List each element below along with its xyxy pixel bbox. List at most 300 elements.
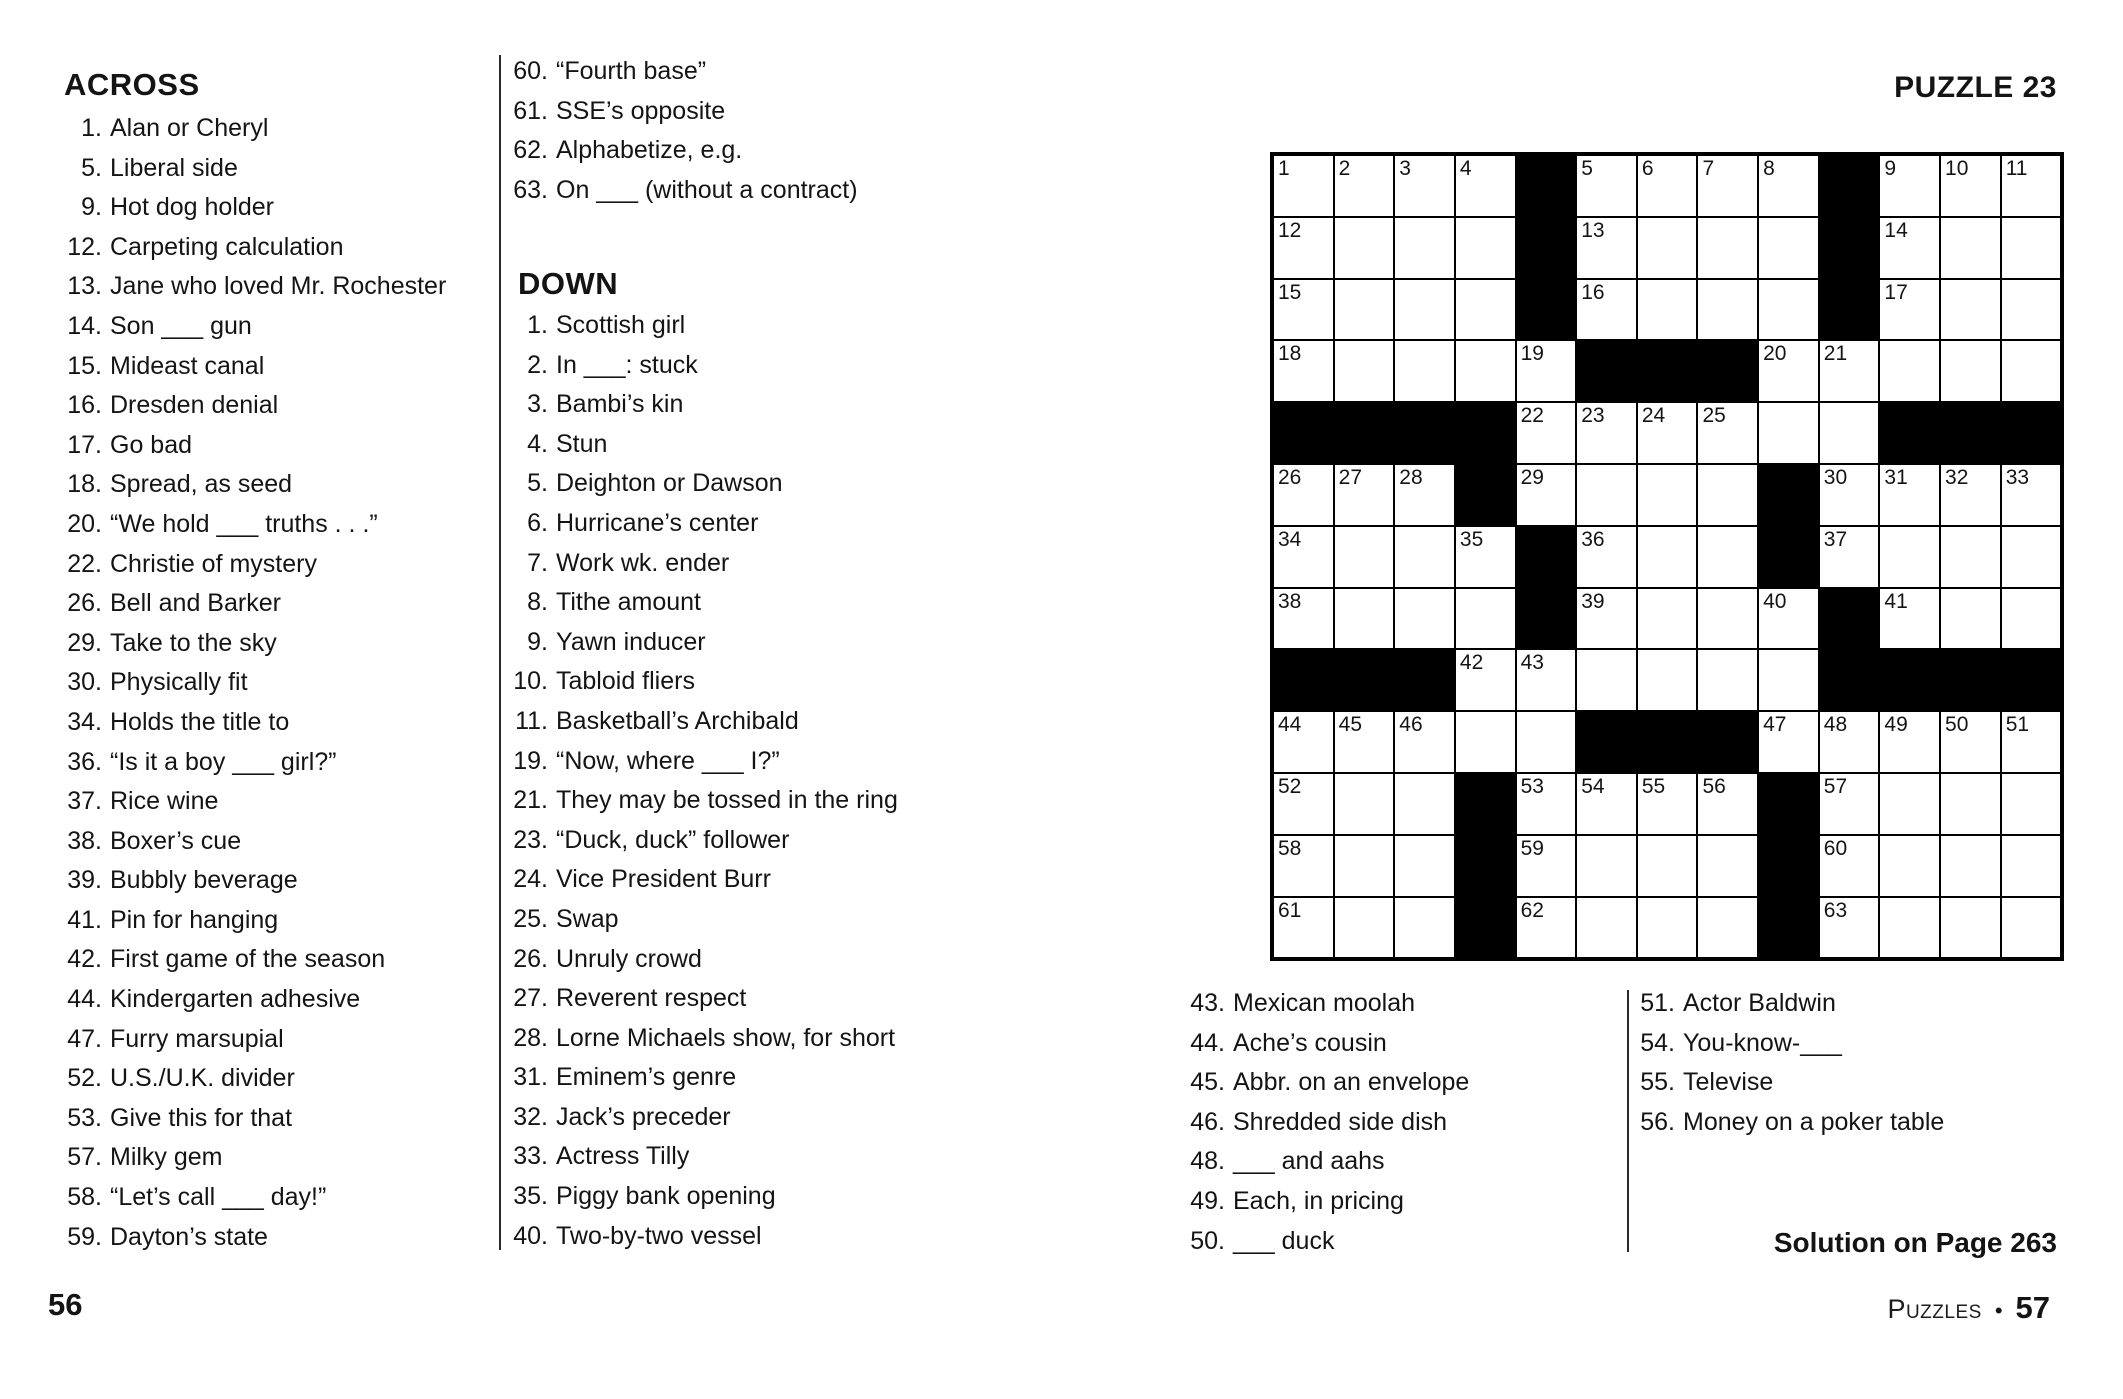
grid-cell-black (1879, 649, 1940, 711)
clue (494, 781, 934, 821)
grid-cell-black (1516, 526, 1577, 588)
grid-cell[interactable] (1819, 402, 1880, 464)
grid-cell[interactable] (1697, 588, 1758, 650)
clue (494, 1217, 934, 1257)
clue-text: Bambi’s kin (556, 390, 684, 419)
grid-cell[interactable] (1394, 773, 1455, 835)
grid-cell[interactable] (1697, 835, 1758, 897)
clue-text: Christie of mystery (110, 549, 317, 578)
clue-number: 47. (67, 1024, 102, 1053)
grid-cell[interactable] (1697, 526, 1758, 588)
cell-number: 12 (1278, 218, 1302, 242)
grid-cell[interactable] (1273, 588, 1334, 650)
clue-number: 16. (67, 391, 102, 420)
cell-number: 19 (1520, 342, 1544, 366)
clue-number: 37. (67, 787, 102, 816)
grid-cell[interactable] (1516, 649, 1577, 711)
grid-cell[interactable] (1697, 464, 1758, 526)
grid-cell[interactable] (1334, 217, 1395, 279)
clue (494, 900, 934, 940)
clue-number: 48. (1190, 1147, 1225, 1176)
clue-text: Ache’s cousin (1233, 1028, 1387, 1057)
clue-number: 49. (1190, 1186, 1225, 1215)
clue (48, 109, 493, 149)
clue-number: 54. (1640, 1028, 1675, 1057)
grid-cell-black (1455, 464, 1516, 526)
clue (1171, 1142, 1611, 1182)
cell-number: 39 (1581, 589, 1605, 613)
grid-cell[interactable] (1697, 217, 1758, 279)
cell-number: 57 (1823, 774, 1848, 798)
grid-cell[interactable] (1819, 340, 1880, 402)
clue-text: Kindergarten adhesive (110, 985, 361, 1014)
grid-cell[interactable] (1334, 340, 1395, 402)
grid-cell[interactable] (2001, 588, 2062, 650)
cell-number: 51 (2005, 713, 2030, 737)
cell-number: 37 (1823, 527, 1848, 551)
grid-cell[interactable] (1940, 897, 2001, 959)
grid-cell[interactable] (1758, 155, 1819, 217)
clue-number: 3. (527, 390, 548, 419)
clue (494, 1098, 934, 1138)
grid-cell[interactable] (1576, 588, 1637, 650)
grid-cell[interactable] (1455, 217, 1516, 279)
grid-cell[interactable] (1879, 217, 1940, 279)
clue (48, 584, 493, 624)
grid-cell[interactable] (1455, 155, 1516, 217)
grid-cell[interactable] (1637, 155, 1698, 217)
down-clue-list-continued (1171, 984, 1611, 1261)
grid-cell-black (1455, 835, 1516, 897)
grid-cell[interactable] (1697, 279, 1758, 341)
grid-cell[interactable] (1940, 835, 2001, 897)
grid-cell[interactable] (1819, 711, 1880, 773)
grid-cell[interactable] (1516, 464, 1577, 526)
grid-cell[interactable] (1940, 279, 2001, 341)
grid-cell[interactable] (1394, 835, 1455, 897)
grid-cell[interactable] (1516, 835, 1577, 897)
grid-cell[interactable] (1879, 897, 1940, 959)
grid-cell[interactable] (1273, 897, 1334, 959)
cell-number: 40 (1763, 589, 1787, 613)
clue (48, 1099, 493, 1139)
clue (48, 149, 493, 189)
clue (494, 860, 934, 900)
grid-cell[interactable] (1697, 402, 1758, 464)
clue-number: 39. (67, 866, 102, 895)
cell-number: 6 (1641, 157, 1654, 180)
cell-number: 49 (1884, 713, 1908, 737)
clue (48, 822, 493, 862)
clue (1625, 1103, 2065, 1143)
grid-cell[interactable] (1940, 588, 2001, 650)
grid-cell[interactable] (1576, 155, 1637, 217)
grid-cell[interactable] (1758, 279, 1819, 341)
clue-number: 9. (527, 627, 548, 656)
page-number-left: 56 (48, 1287, 83, 1322)
clue-number: 38. (67, 826, 102, 855)
grid-cell[interactable] (1758, 588, 1819, 650)
grid-cell[interactable] (2001, 279, 2062, 341)
clue-text: Son ___ gun (110, 311, 252, 340)
clue-text: ___ and aahs (1233, 1147, 1385, 1176)
grid-cell[interactable] (1819, 835, 1880, 897)
clue (48, 901, 493, 941)
cell-number: 41 (1884, 589, 1908, 613)
clue-text: Tithe amount (556, 588, 701, 617)
clue-text: “Now, where ___ I?” (556, 746, 780, 775)
cell-number: 58 (1278, 836, 1302, 860)
cell-number: 54 (1581, 774, 1605, 798)
clue-number: 35. (513, 1182, 548, 1211)
grid-cell[interactable] (1879, 711, 1940, 773)
clue-number: 50. (1190, 1226, 1225, 1255)
clue (48, 307, 493, 347)
grid-cell[interactable] (1819, 464, 1880, 526)
clue-text: Televise (1683, 1068, 1774, 1097)
clue (494, 742, 934, 782)
grid-cell[interactable] (1758, 402, 1819, 464)
grid-cell-black (1819, 588, 1880, 650)
grid-cell[interactable] (1273, 526, 1334, 588)
grid-cell[interactable] (1576, 402, 1637, 464)
cell-number: 35 (1459, 527, 1484, 551)
grid-cell[interactable] (1819, 773, 1880, 835)
grid-cell[interactable] (1637, 773, 1698, 835)
clue-text: Reverent respect (556, 984, 747, 1013)
grid-cell[interactable] (1516, 402, 1577, 464)
grid-cell[interactable] (1758, 711, 1819, 773)
clue (494, 425, 934, 465)
grid-cell[interactable] (1394, 711, 1455, 773)
grid-cell[interactable] (1940, 217, 2001, 279)
clue-text: Milky gem (110, 1143, 223, 1172)
clue (494, 662, 934, 702)
grid-cell[interactable] (1637, 402, 1698, 464)
grid-cell[interactable] (1455, 649, 1516, 711)
grid-cell[interactable] (1394, 588, 1455, 650)
grid-cell[interactable] (1819, 897, 1880, 959)
clue-number: 44. (1190, 1028, 1225, 1057)
grid-cell-black (1697, 711, 1758, 773)
cell-number: 23 (1581, 404, 1605, 428)
grid-cell[interactable] (1697, 649, 1758, 711)
clue (1625, 984, 2065, 1024)
crossword-grid (1270, 152, 2064, 961)
clue-text: Eminem’s genre (556, 1063, 737, 1092)
grid-cell[interactable] (1394, 897, 1455, 959)
grid-cell[interactable] (1879, 588, 1940, 650)
grid-cell[interactable] (1879, 155, 1940, 217)
grid-cell-black (1455, 402, 1516, 464)
clue-number: 36. (67, 747, 102, 776)
grid-cell[interactable] (1637, 217, 1698, 279)
grid-cell[interactable] (1394, 526, 1455, 588)
clue-text: Lorne Michaels show, for short (556, 1023, 896, 1052)
clue (1171, 1063, 1611, 1103)
clue (494, 92, 934, 132)
clue (494, 52, 934, 92)
clue (1171, 984, 1611, 1024)
cell-number: 48 (1823, 713, 1848, 737)
cell-number: 22 (1520, 404, 1544, 428)
grid-cell-black (1273, 649, 1334, 711)
down-heading: DOWN (518, 266, 619, 301)
solution-note: Solution on Page 263 (1773, 1227, 2057, 1258)
clue-text: Two-by-two vessel (556, 1221, 762, 1250)
grid-cell-black (2001, 649, 2062, 711)
grid-cell[interactable] (1879, 464, 1940, 526)
cell-number: 61 (1278, 898, 1302, 922)
clue-text: Holds the title to (110, 707, 290, 736)
grid-cell[interactable] (1273, 773, 1334, 835)
grid-cell-black (1819, 649, 1880, 711)
grid-cell[interactable] (1394, 279, 1455, 341)
across-clue-list-primary (48, 109, 493, 1257)
clue (494, 702, 934, 742)
cell-number: 36 (1581, 527, 1605, 551)
grid-cell[interactable] (1334, 526, 1395, 588)
clue (48, 505, 493, 545)
grid-cell[interactable] (1576, 649, 1637, 711)
grid-cell[interactable] (1879, 835, 1940, 897)
clue-number: 1. (81, 114, 102, 142)
grid-cell-black (1455, 773, 1516, 835)
clue (48, 980, 493, 1020)
clue-number: 27. (513, 984, 548, 1013)
grid-cell[interactable] (1273, 340, 1334, 402)
clue (48, 465, 493, 505)
grid-cell[interactable] (2001, 773, 2062, 835)
clue-text: Deighton or Dawson (556, 469, 783, 498)
grid-cell-black (1758, 773, 1819, 835)
cell-number: 52 (1278, 774, 1302, 798)
clue-number: 14. (67, 311, 102, 340)
grid-cell[interactable] (2001, 340, 2062, 402)
cell-number: 43 (1520, 651, 1544, 675)
grid-cell[interactable] (1576, 835, 1637, 897)
grid-cell[interactable] (1516, 340, 1577, 402)
grid-cell-black (2001, 402, 2062, 464)
clue-number: 11. (515, 706, 548, 735)
grid-cell[interactable] (2001, 897, 2062, 959)
clue-number: 23. (513, 825, 548, 854)
cell-number: 17 (1884, 280, 1908, 304)
cell-number: 60 (1823, 836, 1848, 860)
grid-cell[interactable] (1879, 773, 1940, 835)
grid-cell[interactable] (1637, 526, 1698, 588)
grid-cell[interactable] (1576, 279, 1637, 341)
grid-cell[interactable] (1879, 526, 1940, 588)
grid-cell[interactable] (1334, 279, 1395, 341)
grid-cell[interactable] (1455, 279, 1516, 341)
grid-cell[interactable] (1516, 773, 1577, 835)
grid-cell[interactable] (1576, 464, 1637, 526)
clue-number: 31. (513, 1063, 548, 1092)
grid-cell[interactable] (1334, 155, 1395, 217)
grid-cell[interactable] (1273, 217, 1334, 279)
grid-cell[interactable] (1576, 897, 1637, 959)
grid-cell[interactable] (1697, 773, 1758, 835)
grid-cell-black (1576, 711, 1637, 773)
grid-cell[interactable] (1940, 773, 2001, 835)
clue-text: Rice wine (110, 787, 219, 816)
clue-text: Yawn inducer (556, 627, 706, 656)
grid-cell[interactable] (1879, 279, 1940, 341)
clue-text: Hot dog holder (110, 193, 275, 222)
clue-number: 5. (527, 469, 548, 498)
cell-number: 33 (2005, 465, 2030, 489)
cell-number: 24 (1641, 404, 1666, 428)
grid-cell[interactable] (1273, 279, 1334, 341)
clue-number: 26. (67, 589, 102, 618)
grid-cell[interactable] (1455, 340, 1516, 402)
grid-cell[interactable] (1576, 217, 1637, 279)
grid-cell[interactable] (1334, 711, 1395, 773)
cell-number: 42 (1459, 651, 1484, 675)
grid-cell-black (1273, 402, 1334, 464)
clue-number: 63. (513, 175, 548, 204)
clue-number: 42. (67, 945, 102, 974)
clue-text: You-know-___ (1683, 1028, 1842, 1057)
grid-cell[interactable] (1394, 217, 1455, 279)
clue-text: Actress Tilly (556, 1142, 690, 1171)
clue (494, 821, 934, 861)
grid-cell[interactable] (1273, 711, 1334, 773)
grid-cell[interactable] (1576, 773, 1637, 835)
grid-cell[interactable] (1940, 464, 2001, 526)
grid-cell[interactable] (1637, 835, 1698, 897)
clue-text: First game of the season (110, 945, 386, 974)
grid-cell[interactable] (1455, 588, 1516, 650)
grid-cell[interactable] (1637, 588, 1698, 650)
grid-cell[interactable] (1879, 340, 1940, 402)
grid-cell[interactable] (1637, 279, 1698, 341)
grid-cell[interactable] (1819, 526, 1880, 588)
grid-cell[interactable] (2001, 526, 2062, 588)
clue (48, 861, 493, 901)
clue-number: 41. (67, 905, 102, 934)
grid-cell[interactable] (1334, 588, 1395, 650)
clue (494, 940, 934, 980)
grid-cell[interactable] (1697, 155, 1758, 217)
grid-cell[interactable] (2001, 711, 2062, 773)
cell-number: 5 (1581, 157, 1593, 180)
grid-cell-black (1758, 526, 1819, 588)
clue-number: 32. (513, 1102, 548, 1131)
clue (494, 1019, 934, 1059)
clue (48, 1020, 493, 1060)
clue (494, 504, 934, 544)
grid-cell[interactable] (1758, 649, 1819, 711)
grid-cell[interactable] (2001, 217, 2062, 279)
grid-cell-black (1334, 649, 1395, 711)
clue-text: Vice President Burr (556, 865, 771, 894)
cell-number: 20 (1763, 342, 1787, 366)
grid-cell[interactable] (1334, 835, 1395, 897)
cell-number: 18 (1278, 342, 1302, 366)
grid-cell[interactable] (1637, 897, 1698, 959)
grid-cell[interactable] (1334, 464, 1395, 526)
grid-cell[interactable] (1394, 340, 1455, 402)
clue-text: Mideast canal (110, 351, 265, 380)
grid-cell[interactable] (1940, 155, 2001, 217)
clue (494, 131, 934, 171)
grid-cell[interactable] (1940, 526, 2001, 588)
grid-cell-black (1394, 402, 1455, 464)
grid-cell[interactable] (1940, 340, 2001, 402)
cell-number: 15 (1278, 280, 1302, 304)
clue (48, 743, 493, 783)
grid-cell[interactable] (1455, 526, 1516, 588)
clue-text: They may be tossed in the ring (556, 786, 898, 815)
clue (48, 1218, 493, 1258)
clue-text: Give this for that (110, 1103, 293, 1132)
grid-cell[interactable] (1516, 711, 1577, 773)
clue (494, 346, 934, 386)
grid-cell[interactable] (1576, 526, 1637, 588)
grid-cell[interactable] (1516, 897, 1577, 959)
grid-cell[interactable] (1334, 773, 1395, 835)
clue (1171, 1103, 1611, 1143)
grid-cell[interactable] (1637, 649, 1698, 711)
clue-number: 58. (67, 1183, 102, 1212)
grid-cell[interactable] (2001, 835, 2062, 897)
grid-cell[interactable] (2001, 155, 2062, 217)
clue (494, 385, 934, 425)
grid-cell[interactable] (1758, 217, 1819, 279)
clue-text: Money on a poker table (1683, 1107, 1945, 1136)
clue-text: Dayton’s state (110, 1222, 268, 1251)
cell-number: 32 (1945, 465, 1969, 489)
clue (1171, 1182, 1611, 1222)
clue-number: 9. (81, 193, 102, 222)
grid-cell[interactable] (1940, 711, 2001, 773)
across-clue-list-continued (494, 52, 934, 210)
clue-number: 1. (527, 311, 548, 339)
cell-number: 9 (1884, 157, 1897, 180)
grid-cell[interactable] (2001, 464, 2062, 526)
clue-number: 55. (1640, 1068, 1675, 1097)
grid-cell[interactable] (1334, 897, 1395, 959)
cell-number: 4 (1459, 157, 1472, 180)
grid-cell[interactable] (1455, 711, 1516, 773)
clue-text: Liberal side (110, 153, 238, 182)
grid-cell[interactable] (1273, 155, 1334, 217)
clue-number: 45. (1190, 1068, 1225, 1097)
cell-number: 46 (1399, 713, 1423, 737)
grid-cell[interactable] (1758, 340, 1819, 402)
grid-cell[interactable] (1273, 835, 1334, 897)
cell-number: 2 (1338, 157, 1351, 180)
cell-number: 47 (1763, 713, 1787, 737)
footer-right (1887, 1290, 2050, 1326)
clue-number: 24. (513, 865, 548, 894)
grid-cell-black (1940, 649, 2001, 711)
clue-text: Go bad (110, 430, 193, 459)
clue-text: Work wk. ender (556, 548, 730, 577)
clue-text: Alphabetize, e.g. (556, 136, 743, 165)
clue-number: 26. (513, 944, 548, 973)
grid-cell[interactable] (1697, 897, 1758, 959)
clue-number: 18. (67, 470, 102, 499)
cell-number: 44 (1278, 713, 1302, 737)
grid-cell[interactable] (1394, 464, 1455, 526)
grid-cell[interactable] (1637, 464, 1698, 526)
grid-cell[interactable] (1394, 155, 1455, 217)
cell-number: 27 (1338, 465, 1362, 489)
grid-cell[interactable] (1273, 464, 1334, 526)
